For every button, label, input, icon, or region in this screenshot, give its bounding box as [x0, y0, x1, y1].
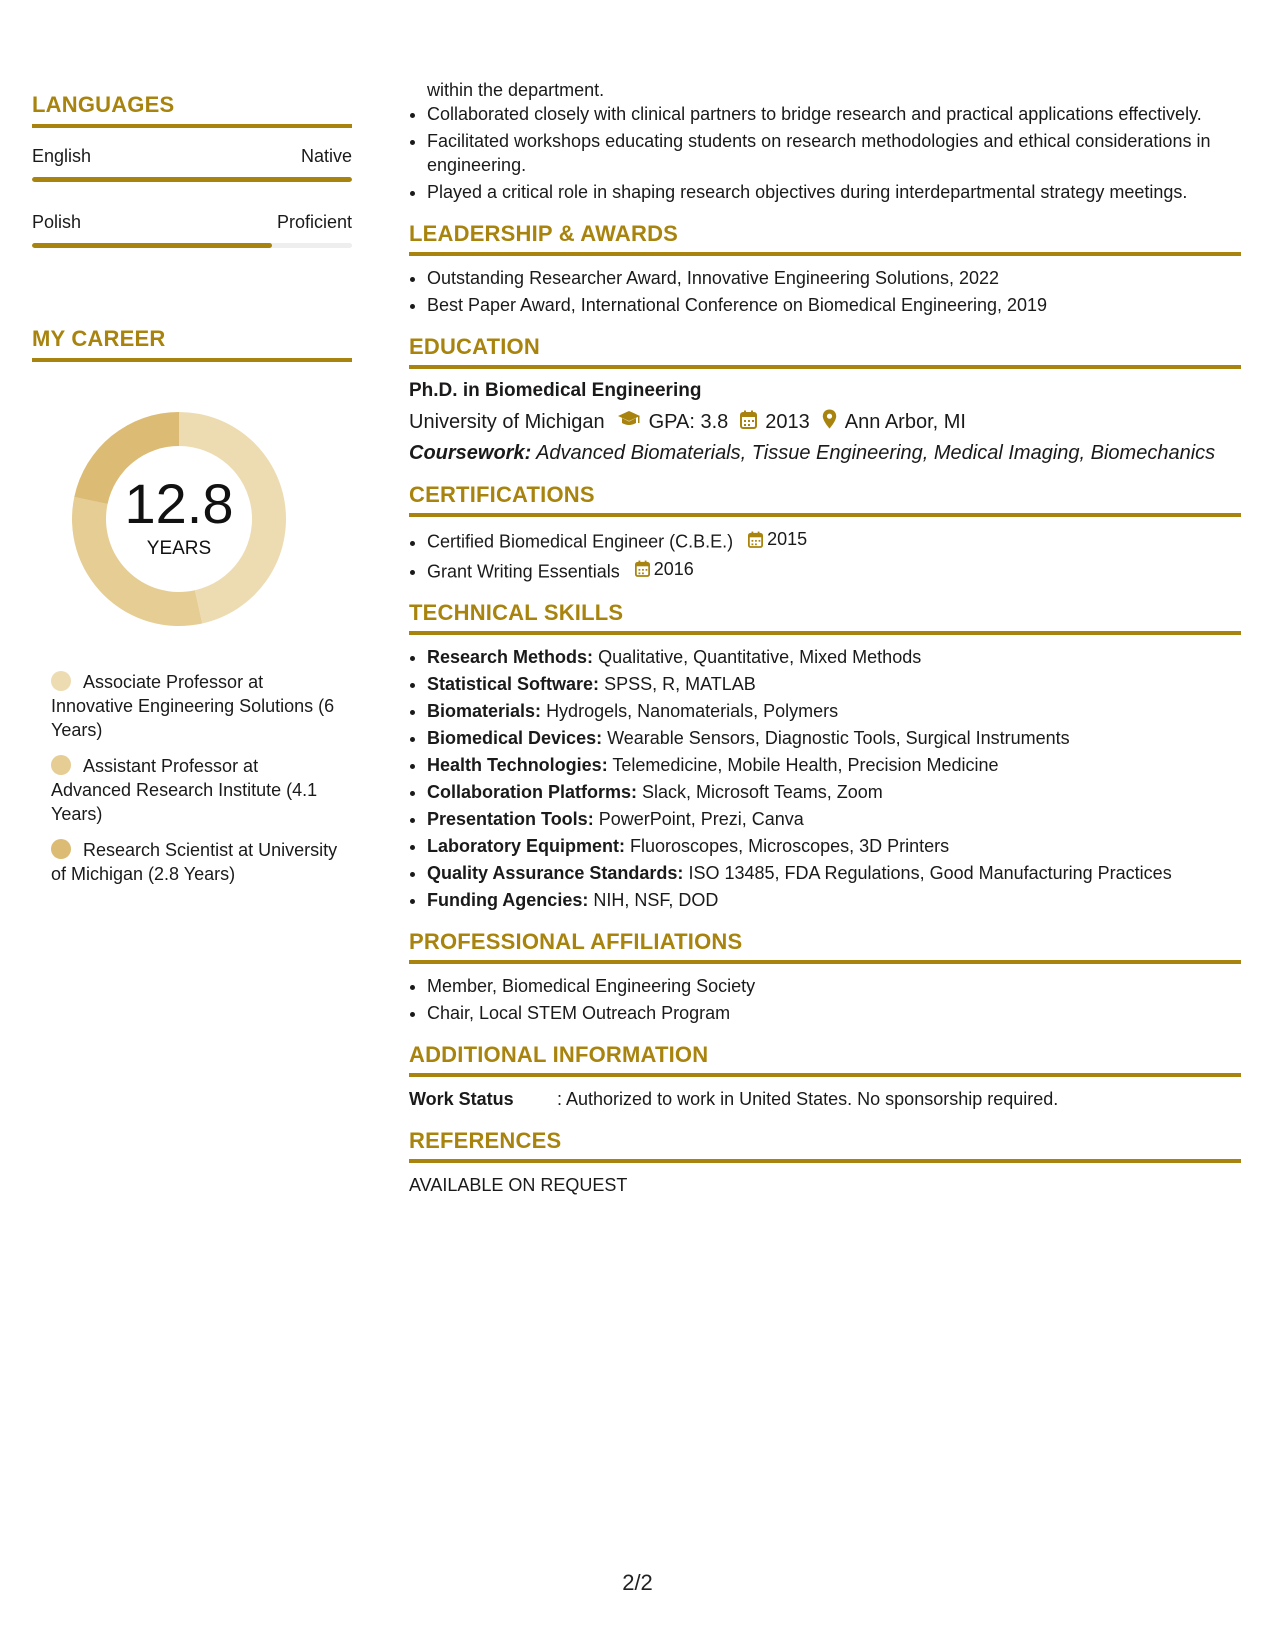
- career-title: MY CAREER: [32, 326, 352, 362]
- list-item: • Member, Biomedical Engineering Society: [427, 974, 1241, 998]
- list-item: • Best Paper Award, International Conference on Biomedical Engineering, 2019: [427, 293, 1241, 317]
- legend-label: Assistant Professor at Advanced Research Institute (4.1 Years): [51, 756, 318, 824]
- list-item: [427, 834, 1241, 858]
- legend-dot: [51, 755, 71, 775]
- list-item: [427, 726, 1241, 750]
- career-legend-item: [51, 670, 341, 742]
- legend-label: Research Scientist at University of Michigan (2.8 Years): [51, 840, 338, 884]
- list-item: [427, 861, 1241, 885]
- certification-name: Grant Writing Essentials: [427, 561, 620, 581]
- language-name: English: [32, 146, 92, 166]
- education-year: 2013: [765, 411, 810, 433]
- career-legend-item: [51, 754, 341, 826]
- affiliations-title: PROFESSIONAL AFFILIATIONS: [409, 930, 1241, 964]
- experience-bullets: [409, 102, 1241, 204]
- skill-label: Research Methods:: [427, 647, 594, 667]
- education-coursework: [409, 441, 1241, 465]
- language-name: Polish: [32, 212, 82, 232]
- work-status-row: [409, 1087, 1241, 1111]
- coursework-label: Coursework:: [409, 442, 532, 464]
- work-status-label: Work Status: [409, 1089, 514, 1109]
- calendar-icon: [740, 410, 757, 435]
- certification-name: Certified Biomedical Engineer (C.B.E.): [427, 531, 734, 552]
- list-item: [427, 888, 1241, 912]
- skill-label: Health Technologies:: [427, 755, 608, 775]
- career-total-years: 12.8: [124, 472, 234, 535]
- calendar-icon: [635, 560, 650, 577]
- education-details: [409, 409, 1241, 435]
- skill-label: Collaboration Platforms:: [427, 782, 638, 802]
- affiliations-section: [409, 930, 1241, 1025]
- skill-label: Quality Assurance Standards:: [427, 863, 684, 883]
- education-section: [409, 335, 1241, 465]
- list-item: [427, 753, 1241, 777]
- skill-value: Qualitative, Quantitative, Mixed Methods: [598, 647, 922, 667]
- certification-year: 2016: [653, 558, 694, 579]
- list-item: • Collaborated closely with clinical partners to bridge research and practical applications effectively.: [427, 102, 1241, 126]
- skill-label: Laboratory Equipment:: [427, 836, 626, 856]
- language-level: Proficient: [276, 212, 352, 232]
- references-section: [409, 1129, 1241, 1197]
- leadership-title: LEADERSHIP & AWARDS: [409, 222, 1241, 256]
- education-school: University of Michigan: [409, 411, 605, 433]
- skill-value: SPSS, R, MATLAB: [604, 674, 756, 694]
- skill-label: Presentation Tools:: [427, 809, 594, 829]
- language-level: Native: [300, 146, 352, 166]
- certifications-section: [409, 483, 1241, 583]
- skill-label: Biomaterials:: [427, 701, 542, 721]
- skills-title: TECHNICAL SKILLS: [409, 601, 1241, 635]
- work-status-value: : Authorized to work in United States. No sponsorship required.: [557, 1089, 1059, 1109]
- leadership-section: [409, 222, 1241, 317]
- calendar-icon: [748, 531, 763, 548]
- list-item: [427, 557, 1241, 584]
- education-gpa: GPA: 3.8: [648, 411, 729, 433]
- language-item-english: [32, 146, 352, 182]
- list-item: [427, 699, 1241, 723]
- right-column: [409, 78, 1241, 1197]
- skill-label: Statistical Software:: [427, 674, 600, 694]
- list-item: • Facilitated workshops educating students on research methodologies and ethical considerations in engineering.: [427, 129, 1241, 177]
- languages-title: LANGUAGES: [32, 92, 352, 128]
- skill-label: Funding Agencies:: [427, 890, 589, 910]
- legend-dot: [51, 671, 71, 691]
- skill-value: Wearable Sensors, Diagnostic Tools, Surgical Instruments: [607, 728, 1070, 748]
- language-item-polish: [32, 212, 352, 248]
- career-donut-chart: [64, 404, 294, 634]
- education-title: EDUCATION: [409, 335, 1241, 369]
- left-column: [32, 92, 352, 898]
- certification-year: 2015: [767, 529, 808, 549]
- skill-value: ISO 13485, FDA Regulations, Good Manufacturing Practices: [688, 863, 1172, 883]
- skill-value: NIH, NSF, DOD: [593, 890, 719, 910]
- additional-title: ADDITIONAL INFORMATION: [409, 1043, 1241, 1077]
- list-item: • Chair, Local STEM Outreach Program: [427, 1001, 1241, 1025]
- list-item: [427, 807, 1241, 831]
- skill-value: Telemedicine, Mobile Health, Precision Medicine: [612, 755, 999, 775]
- map-pin-icon: [822, 409, 837, 435]
- legend-dot: [51, 839, 71, 859]
- language-level-fill: [32, 177, 352, 182]
- references-title: REFERENCES: [409, 1129, 1241, 1163]
- language-level-bar: [32, 177, 352, 182]
- education-location: Ann Arbor, MI: [844, 411, 966, 433]
- list-item: • Outstanding Researcher Award, Innovative Engineering Solutions, 2022: [427, 266, 1241, 290]
- skill-label: Biomedical Devices:: [427, 728, 603, 748]
- list-item: [427, 527, 1241, 554]
- language-level-fill: [32, 243, 272, 248]
- certifications-title: CERTIFICATIONS: [409, 483, 1241, 517]
- additional-section: [409, 1043, 1241, 1111]
- skills-section: [409, 601, 1241, 912]
- page-number: 2/2: [622, 1570, 653, 1595]
- skill-value: Slack, Microsoft Teams, Zoom: [642, 782, 883, 802]
- experience-continuation: within the department.: [427, 80, 605, 100]
- skill-value: PowerPoint, Prezi, Canva: [598, 809, 804, 829]
- references-text: AVAILABLE ON REQUEST: [409, 1175, 628, 1195]
- career-total-unit: YEARS: [146, 538, 212, 559]
- skill-value: Fluoroscopes, Microscopes, 3D Printers: [630, 836, 950, 856]
- list-item: • Played a critical role in shaping research objectives during interdepartmental strategy meetings.: [427, 180, 1241, 204]
- coursework-value: Advanced Biomaterials, Tissue Engineering, Medical Imaging, Biomechanics: [536, 442, 1216, 464]
- career-legend-item: [51, 838, 341, 886]
- list-item: [427, 645, 1241, 669]
- list-item: [427, 780, 1241, 804]
- list-item: [427, 672, 1241, 696]
- career-legend: [51, 670, 341, 886]
- graduation-cap-icon: [617, 410, 641, 434]
- education-degree: Ph.D. in Biomedical Engineering: [409, 380, 702, 401]
- legend-label: Associate Professor at Innovative Engineering Solutions (6 Years): [51, 672, 335, 740]
- skill-value: Hydrogels, Nanomaterials, Polymers: [546, 701, 839, 721]
- language-level-bar: [32, 243, 352, 248]
